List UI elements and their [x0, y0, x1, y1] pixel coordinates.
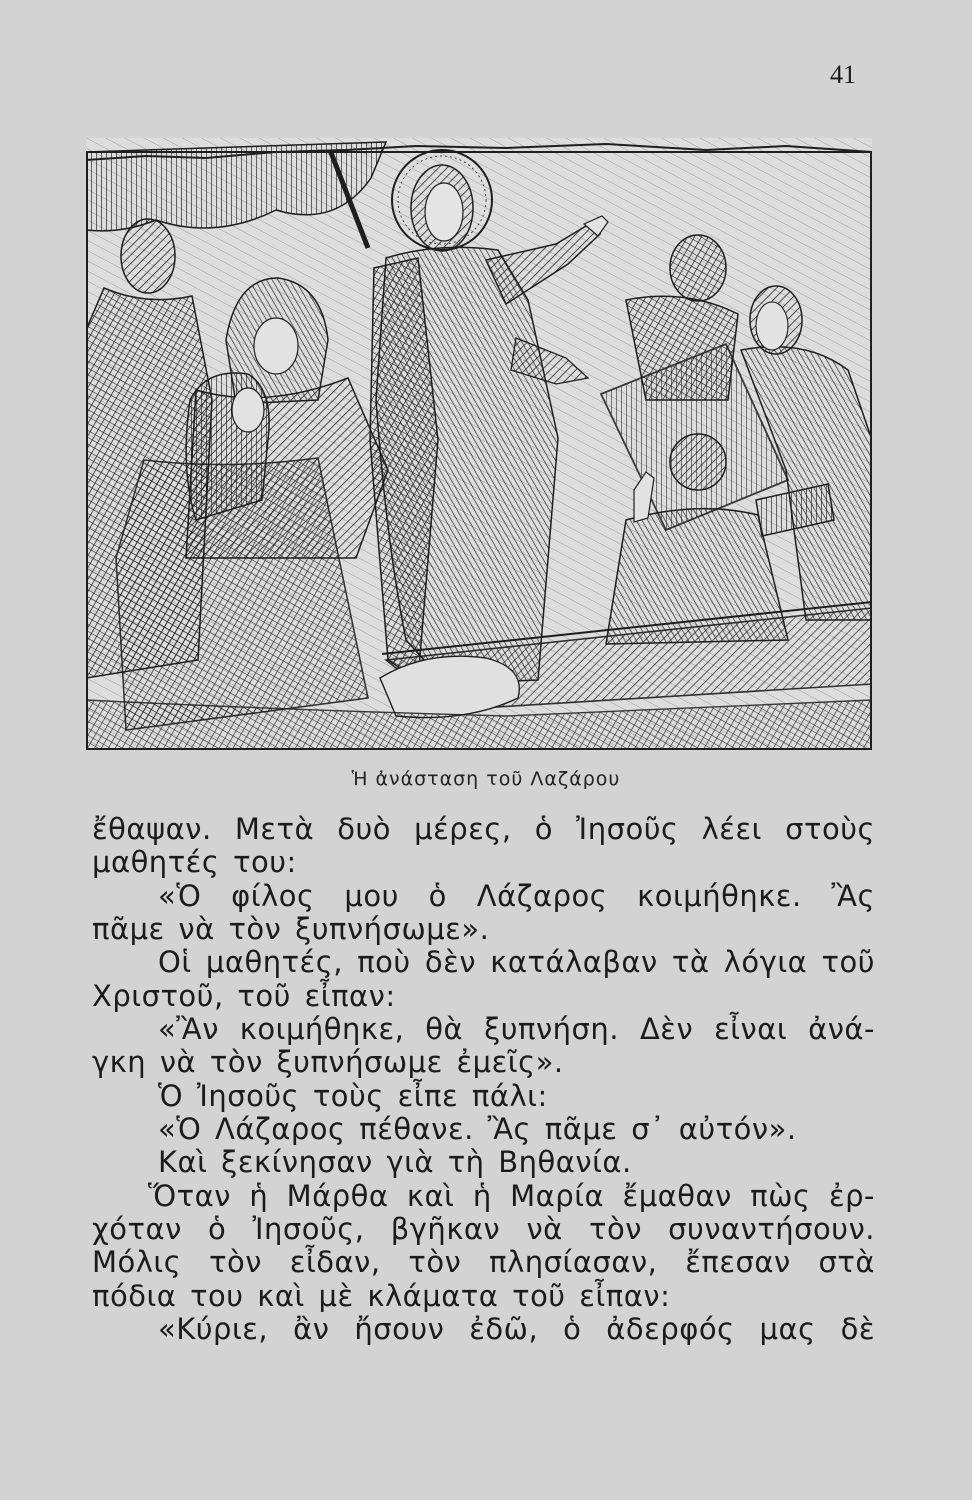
- figure-jesus-face: [425, 183, 463, 241]
- figure-right-man-1-head: [670, 235, 726, 301]
- figure-right-man-2-face: [756, 302, 788, 350]
- text-line: πόδια του καὶ μὲ κλάματα τοῦ εἶπαν:: [92, 1278, 671, 1313]
- text-line: ἔθαψαν. Μετὰ δυὸ μέρες, ὁ Ἰησοῦς λέει στοὺς: [92, 812, 875, 846]
- text-line: Χριστοῦ, τοῦ εἶπαν:: [92, 978, 396, 1013]
- figure-woman-scarf-face: [254, 318, 298, 374]
- page-number: 41: [830, 60, 856, 89]
- illustration-engraving: [86, 138, 872, 750]
- text-line: «Ὁ φίλος μου ὁ Λάζαρος κοιμήθηκε. Ἂς: [158, 878, 875, 913]
- text-line: «Ὁ Λάζαρος πέθανε. Ἂς πᾶμε σ᾽ αὐτόν».: [158, 1112, 797, 1147]
- text-line: Καὶ ξεκίνησαν γιὰ τὴ Βηθανία.: [158, 1145, 632, 1180]
- text-line: «Κύριε, ἂν ἤσουν ἐδῶ, ὁ ἀδερφός μας δὲ: [158, 1312, 875, 1347]
- text-line: πᾶμε νὰ τὸν ξυπνήσωμε».: [92, 912, 490, 947]
- text-line: γκη νὰ τὸν ξυπνήσωμε ἐμεῖς».: [92, 1045, 564, 1080]
- illustration-caption: Ἡ ἀνάσταση τοῦ Λαζάρου: [351, 768, 621, 790]
- figure-kneeling-head: [670, 434, 726, 490]
- text-line: Οἱ μαθητές, ποὺ δὲν κατάλαβαν τὰ λόγια τοῦ: [158, 945, 875, 980]
- text-line: Μόλις τὸν εἶδαν, τὸν πλησίασαν, ἔπεσαν στὰ: [92, 1245, 875, 1280]
- body-text: [92, 813, 875, 1347]
- figure-left-man-head: [121, 219, 175, 293]
- text-line: «Ἂν κοιμήθηκε, θὰ ξυπνήση. Δὲν εἶναι ἀνά-: [158, 1012, 875, 1047]
- text-line: χόταν ὁ Ἰησοῦς, βγῆκαν νὰ τὸν συναντήσουν.: [92, 1212, 875, 1247]
- text-line: μαθητές του:: [92, 845, 297, 880]
- text-line: Ὅταν ἡ Μάρθα καὶ ἡ Μαρία ἔμαθαν πὼς ἐρ-: [148, 1178, 875, 1213]
- text-line: Ὁ Ἰησοῦς τοὺς εἶπε πάλι:: [158, 1078, 548, 1113]
- figure-young-woman-face: [232, 388, 264, 432]
